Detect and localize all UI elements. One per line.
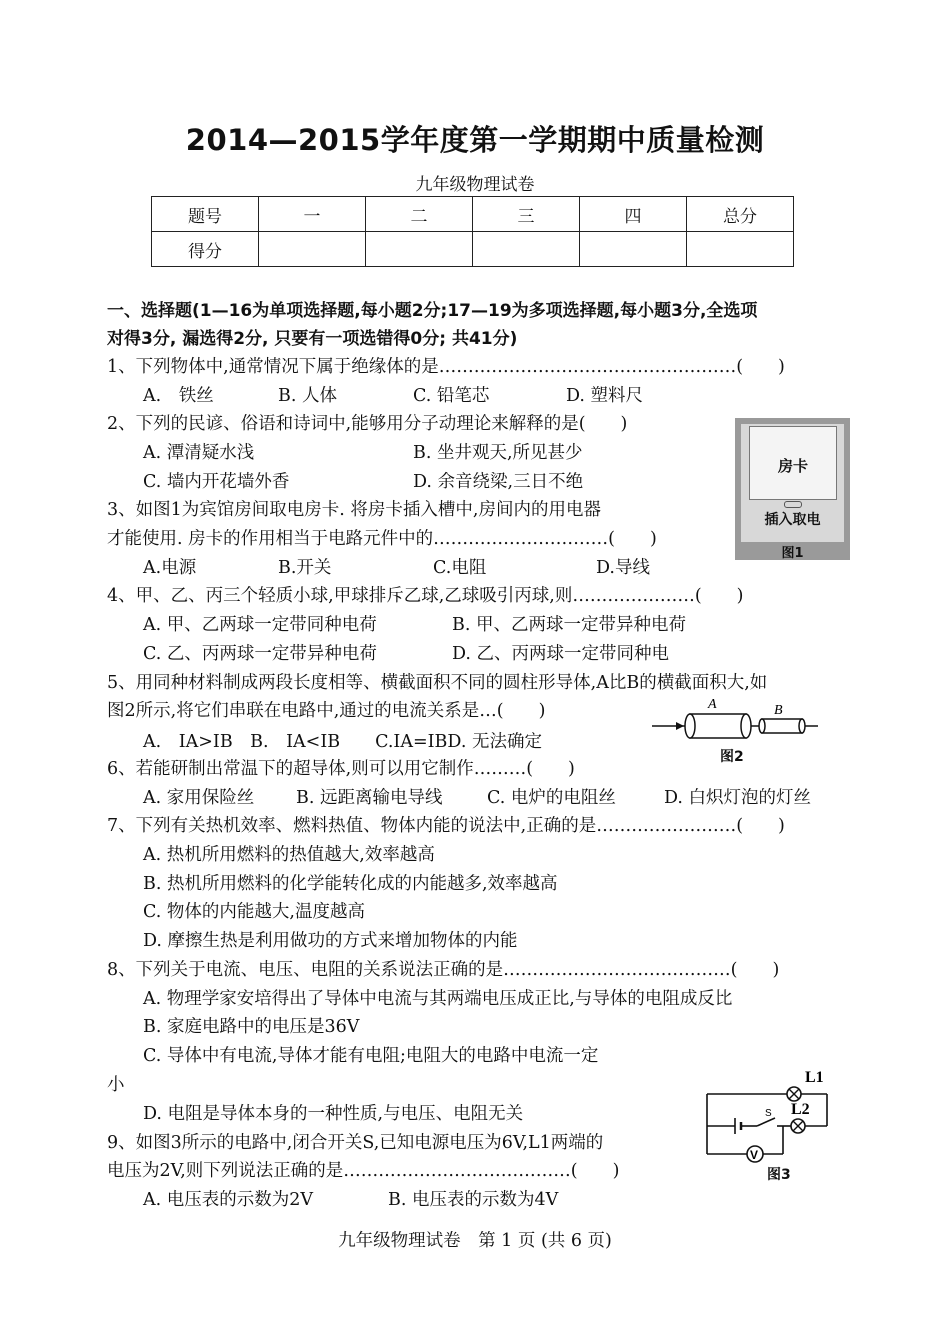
q4-option-d: D. 乙、丙两球一定带同种电 [452,644,670,664]
page-footer: 九年级物理试卷 第 1 页 (共 6 页) [338,1231,612,1251]
score-table-header: 题号 [152,197,259,232]
score-cell[interactable] [687,232,794,267]
q4-option-c: C. 乙、丙两球一定带异种电荷 [143,644,377,664]
q6-option-a: A. 家用保险丝 [143,788,255,808]
figure-2-label: 图2 [720,749,744,765]
q9-option-a: A. 电压表的示数为2V [143,1190,314,1210]
score-table-header: 四 [580,197,687,232]
q3-option-c: C.电阻 [433,558,487,578]
conductor-a-label: A [708,697,717,712]
q6-option-d: D. 白炽灯泡的灯丝 [664,788,812,808]
figure-2-conductors [650,692,820,764]
score-table-header: 三 [473,197,580,232]
figure-3-label: 图3 [767,1167,791,1183]
conductor-b-label: B [774,703,783,718]
question-9-stem: 9、如图3所示的电路中,闭合开关S,已知电源电压为6V,L1两端的 [107,1133,604,1153]
q7-option-c: C. 物体的内能越大,温度越高 [143,902,365,922]
question-5-stem-cont: 图2所示,将它们串联在电路中,通过的电流关系是…( ) [107,701,546,721]
q7-option-b: B. 热机所用燃料的化学能转化成的内能越多,效率越高 [143,874,558,894]
q8-option-a: A. 物理学家安培得出了导体中电流与其两端电压成正比,与导体的电阻成反比 [143,989,733,1009]
score-row-label: 得分 [152,232,259,267]
q4-option-a: A. 甲、乙两球一定带同种电荷 [143,615,377,635]
score-cell[interactable] [366,232,473,267]
figure-1-room-card [735,418,850,560]
score-cell[interactable] [473,232,580,267]
question-8-stem: 8、下列关于电流、电压、电阻的关系说法正确的是…………………………………( ) [107,960,780,980]
voltmeter-label: V [750,1148,759,1162]
page-subtitle: 九年级物理试卷 [415,175,535,195]
figure-1-label: 图1 [781,546,804,561]
circuit-diagram [695,1066,840,1166]
question-2-stem: 2、下列的民谚、俗语和诗词中,能够用分子动理论来解释的是( ) [107,414,628,434]
score-table-header: 一 [259,197,366,232]
room-card [749,426,837,500]
q9-option-b: B. 电压表的示数为4V [388,1190,559,1210]
section-heading-cont: 对得3分, 漏选得2分, 只要有一项选错得0分; 共41分) [107,329,518,349]
page-title: 2014—2015学年度第一学期期中质量检测 [185,123,765,157]
q8-option-d: D. 电阻是导体本身的一种性质,与电压、电阻无关 [143,1104,524,1124]
question-7-stem: 7、下列有关热机效率、燃料热值、物体内能的说法中,正确的是……………………( ) [107,816,785,836]
switch-label: S [765,1108,772,1119]
question-3-stem: 3、如图1为宾馆房间取电房卡. 将房卡插入槽中,房间内的用电器 [107,500,601,520]
score-cell[interactable] [259,232,366,267]
question-6-stem: 6、若能研制出常温下的超导体,则可以用它制作………( ) [107,759,575,779]
q2-option-b: B. 坐井观天,所见甚少 [413,443,583,463]
q4-option-b: B. 甲、乙两球一定带异种电荷 [452,615,686,635]
figure-3-circuit [695,1066,840,1184]
q3-option-d: D.导线 [596,558,650,578]
question-9-stem-cont: 电压为2V,则下列说法正确的是…………………………………( ) [107,1161,620,1181]
score-table-header: 二 [366,197,473,232]
q2-option-c: C. 墙内开花墙外香 [143,472,290,492]
q1-option-b: B. 人体 [278,386,337,406]
q3-option-a: A.电源 [143,558,197,578]
conductors-diagram [650,692,820,752]
q1-option-a: A. 铁丝 [143,386,214,406]
q7-option-a: A. 热机所用燃料的热值越大,效率越高 [143,845,435,865]
q3-option-b: B.开关 [278,558,332,578]
q8-option-c-cont: 小 [107,1075,125,1095]
score-table-header: 总分 [687,197,794,232]
q5-options: A. IA>IB B. IA<IB C.IA=IBD. 无法确定 [143,732,542,752]
question-5-stem: 5、用同种材料制成两段长度相等、横截面积不同的圆柱形导体,A比B的横截面积大,如 [107,673,768,693]
q8-option-c: C. 导体中有电流,导体才能有电阻;电阻大的电路中电流一定 [143,1046,599,1066]
q2-option-a: A. 潭清疑水浅 [143,443,255,463]
slot-indicator-icon [784,501,802,508]
lamp-l2-label: L2 [791,1101,810,1118]
q1-option-d: D. 塑料尺 [566,386,644,406]
question-1-stem: 1、下列物体中,通常情况下属于绝缘体的是……………………………………………( ) [107,357,785,377]
q1-option-c: C. 铅笔芯 [413,386,490,406]
section-heading: 一、选择题(1—16为单项选择题,每小题2分;17—19为多项选择题,每小题3分,全选项 [107,301,758,321]
score-table [151,196,794,267]
room-card-label: 房卡 [777,457,808,475]
q6-option-b: B. 远距离输电导线 [296,788,443,808]
q6-option-c: C. 电炉的电阻丝 [487,788,616,808]
score-table-header-row [152,197,794,232]
q2-option-d: D. 余音绕梁,三日不绝 [413,472,584,492]
score-table-score-row [152,232,794,267]
q7-option-d: D. 摩擦生热是利用做功的方式来增加物体的内能 [143,931,518,951]
score-cell[interactable] [580,232,687,267]
question-3-stem-cont: 才能使用. 房卡的作用相当于电路元件中的…………………………( ) [107,529,657,549]
q8-option-b: B. 家庭电路中的电压是36V [143,1017,360,1037]
lamp-l1-label: L1 [805,1069,824,1086]
slot-label: 插入取电 [764,512,821,528]
question-4-stem: 4、甲、乙、丙三个轻质小球,甲球排斥乙球,乙球吸引丙球,则…………………( ) [107,586,744,606]
